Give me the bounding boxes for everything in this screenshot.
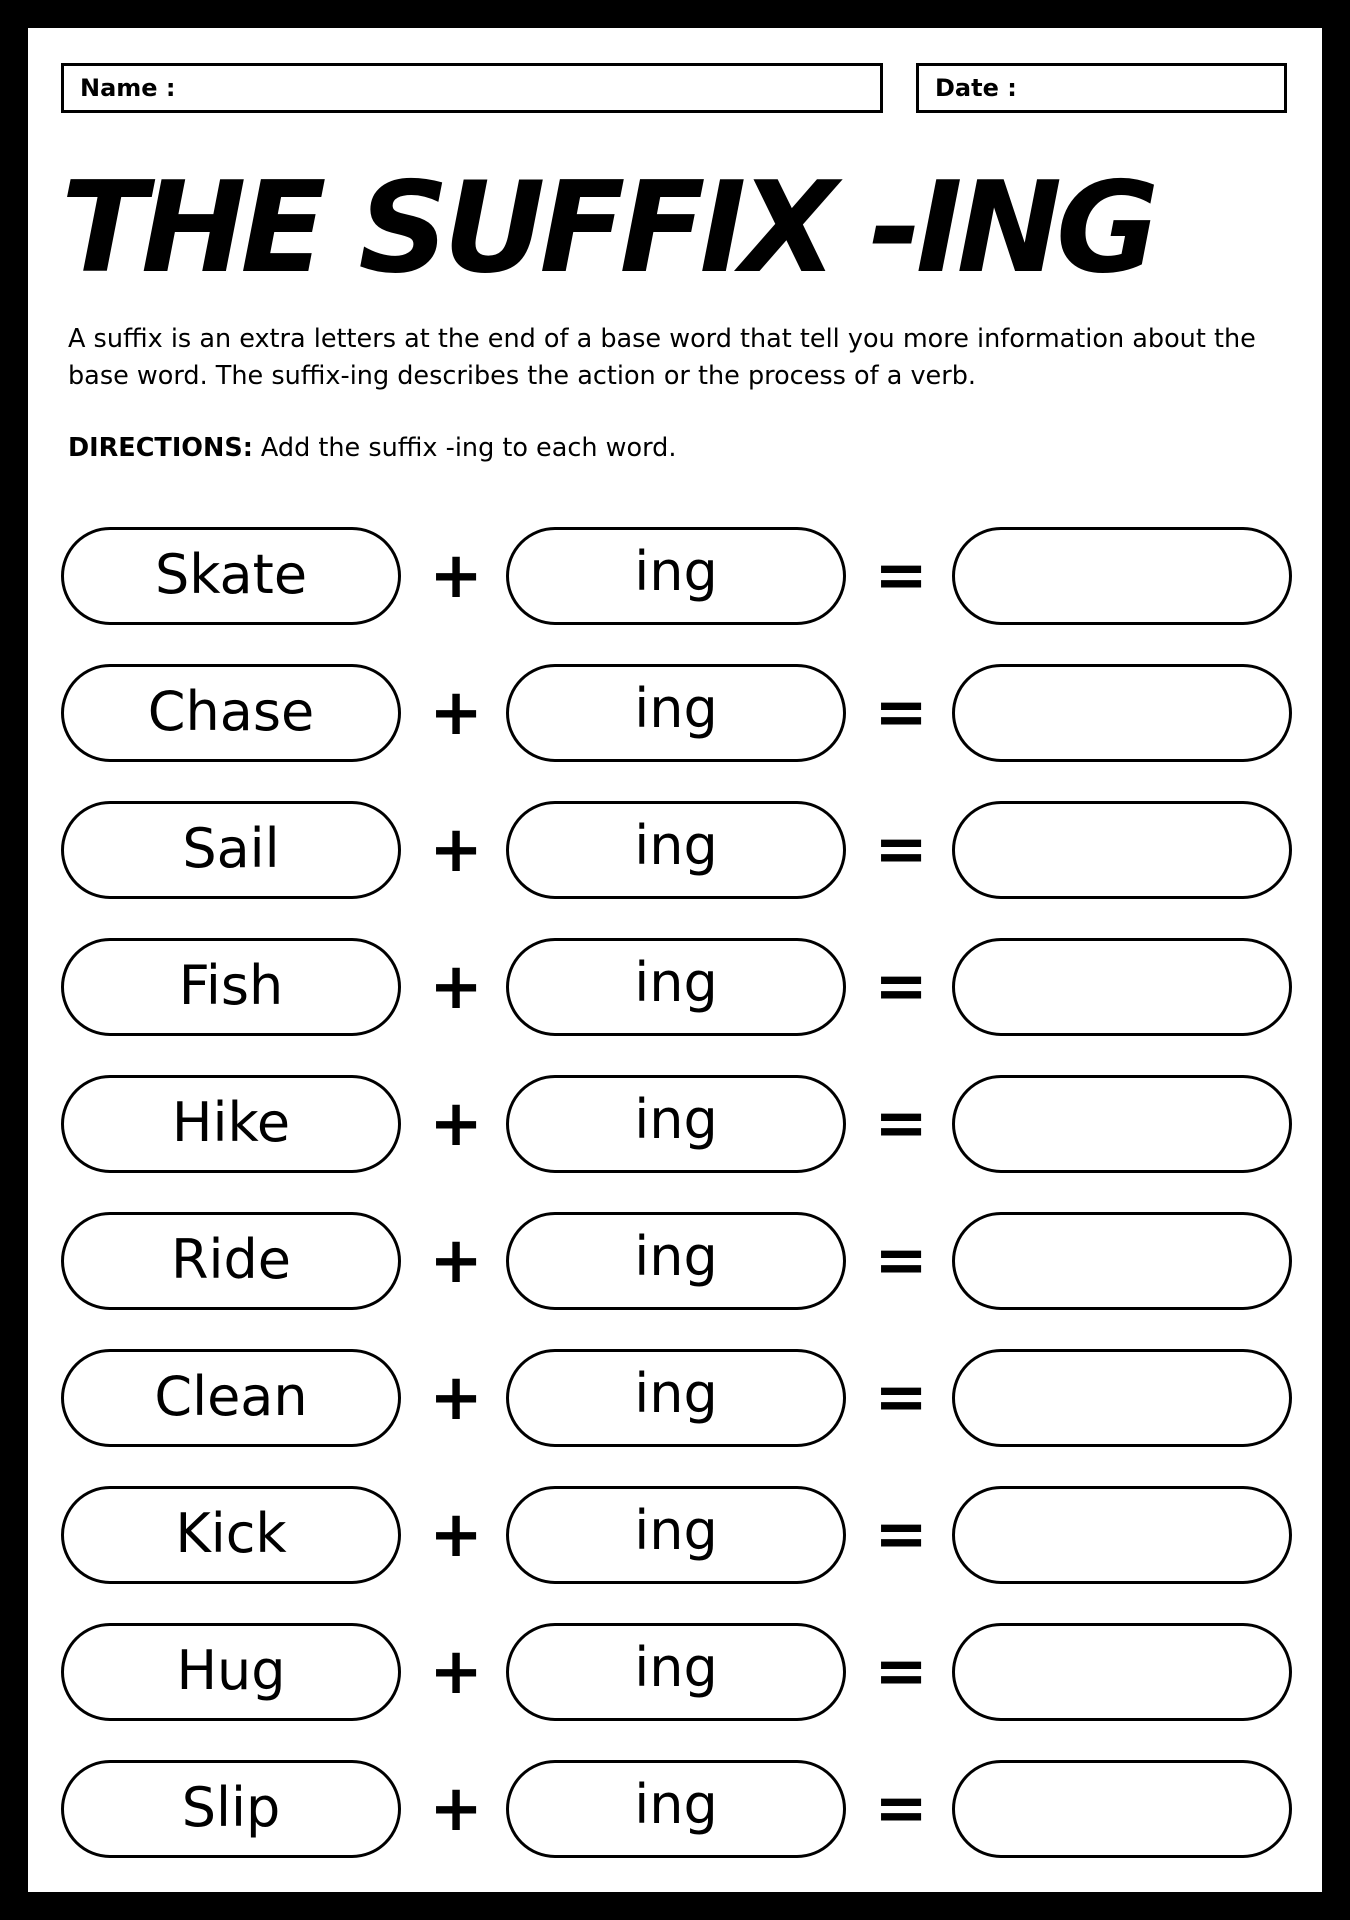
answer-box[interactable] — [952, 527, 1292, 625]
plus-sign: + — [429, 813, 483, 887]
equals-sign: = — [874, 1224, 928, 1298]
base-word: Slip — [61, 1760, 401, 1858]
plus-sign: + — [429, 539, 483, 613]
name-field[interactable] — [61, 63, 883, 113]
intro-text: A suffix is an extra letters at the end of a base word that tell you more information about the base word. The suffix-ing describes the action or the process of a verb. — [68, 324, 1256, 391]
equals-sign: = — [874, 1635, 928, 1709]
base-word: Skate — [61, 527, 401, 625]
answer-box[interactable] — [952, 1486, 1292, 1584]
answer-box[interactable] — [952, 1212, 1292, 1310]
answer-box[interactable] — [952, 1623, 1292, 1721]
suffix-box: ing — [506, 1623, 846, 1721]
plus-sign: + — [429, 1635, 483, 1709]
plus-sign: + — [429, 1224, 483, 1298]
plus-sign: + — [429, 1772, 483, 1846]
equals-sign: = — [874, 813, 928, 887]
equals-sign: = — [874, 539, 928, 613]
equals-sign: = — [874, 1087, 928, 1161]
base-word: Clean — [61, 1349, 401, 1447]
equals-sign: = — [874, 676, 928, 750]
suffix-box: ing — [506, 801, 846, 899]
plus-sign: + — [429, 950, 483, 1024]
exercise-row — [61, 1212, 1291, 1310]
name-label: Name : — [80, 74, 176, 102]
plus-sign: + — [429, 676, 483, 750]
base-word: Hike — [61, 1075, 401, 1173]
plus-sign: + — [429, 1498, 483, 1572]
directions — [68, 430, 1298, 466]
answer-box[interactable] — [952, 938, 1292, 1036]
answer-box[interactable] — [952, 664, 1292, 762]
base-word: Kick — [61, 1486, 401, 1584]
exercise-row — [61, 664, 1291, 762]
suffix-box: ing — [506, 1212, 846, 1310]
equals-sign: = — [874, 1361, 928, 1435]
exercise-row — [61, 1075, 1291, 1173]
base-word: Fish — [61, 938, 401, 1036]
date-field[interactable] — [916, 63, 1287, 113]
suffix-box: ing — [506, 1486, 846, 1584]
exercise-row — [61, 1349, 1291, 1447]
answer-box[interactable] — [952, 801, 1292, 899]
equals-sign: = — [874, 1498, 928, 1572]
exercise-list — [61, 527, 1291, 1897]
exercise-row — [61, 938, 1291, 1036]
base-word: Ride — [61, 1212, 401, 1310]
answer-box[interactable] — [952, 1349, 1292, 1447]
date-label: Date : — [935, 74, 1017, 102]
equals-sign: = — [874, 1772, 928, 1846]
exercise-row — [61, 1623, 1291, 1721]
answer-box[interactable] — [952, 1760, 1292, 1858]
equals-sign: = — [874, 950, 928, 1024]
answer-box[interactable] — [952, 1075, 1292, 1173]
page-title: THE SUFFIX -ING — [61, 154, 1154, 301]
directions-lead: DIRECTIONS: — [68, 433, 253, 463]
exercise-row — [61, 527, 1291, 625]
base-word: Sail — [61, 801, 401, 899]
suffix-box: ing — [506, 938, 846, 1036]
suffix-box: ing — [506, 527, 846, 625]
suffix-box: ing — [506, 664, 846, 762]
exercise-row — [61, 801, 1291, 899]
base-word: Hug — [61, 1623, 401, 1721]
worksheet-page — [28, 28, 1322, 1892]
plus-sign: + — [429, 1361, 483, 1435]
directions-text: Add the suffix -ing to each word. — [260, 433, 677, 463]
base-word: Chase — [61, 664, 401, 762]
suffix-box: ing — [506, 1075, 846, 1173]
suffix-box: ing — [506, 1349, 846, 1447]
suffix-box: ing — [506, 1760, 846, 1858]
exercise-row — [61, 1486, 1291, 1584]
plus-sign: + — [429, 1087, 483, 1161]
exercise-row — [61, 1760, 1291, 1858]
